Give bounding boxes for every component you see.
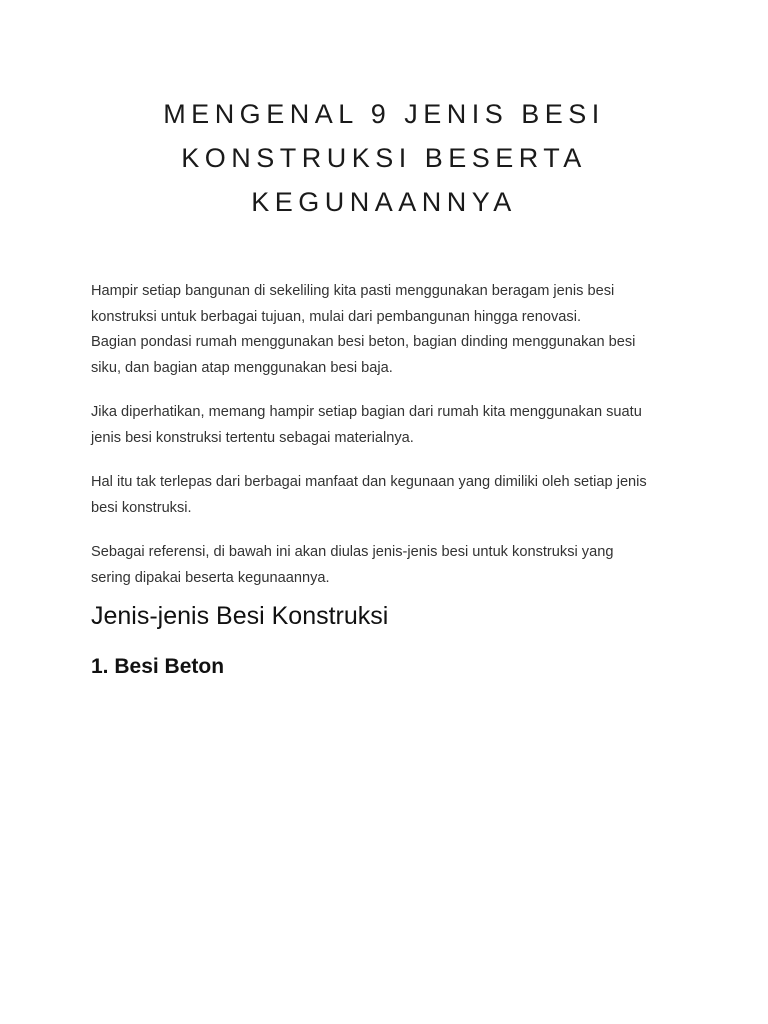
document-title	[84, 92, 684, 224]
text-line: sering dipakai beserta kegunaannya.	[91, 569, 330, 586]
text-line: besi konstruksi.	[91, 499, 192, 516]
section-heading: Jenis-jenis Besi Konstruksi	[91, 602, 389, 630]
text-line: jenis besi konstruksi tertentu sebagai materialnya.	[91, 429, 414, 446]
article-body	[91, 279, 691, 610]
text-line: Jika diperhatikan, memang hampir setiap bagian dari rumah kita menggunakan suatu	[91, 404, 642, 420]
subsection-heading: 1. Besi Beton	[91, 655, 225, 678]
paragraph-intro	[91, 279, 691, 381]
title-line: KEGUNAANNYA	[251, 187, 517, 217]
title-line: KONSTRUKSI BESERTA	[181, 143, 587, 173]
text-line: siku, dan bagian atap menggunakan besi baja.	[91, 359, 393, 376]
text-line: Sebagai referensi, di bawah ini akan diulas jenis-jenis besi untuk konstruksi yang	[91, 544, 614, 560]
paragraph-benefits	[91, 470, 691, 521]
text-line: Bagian pondasi rumah menggunakan besi beton, bagian dinding menggunakan besi	[91, 334, 636, 350]
text-line: konstruksi untuk berbagai tujuan, mulai dari pembangunan hingga renovasi.	[91, 308, 582, 325]
paragraph-observation	[91, 400, 691, 451]
text-line: Hal itu tak terlepas dari berbagai manfaat dan kegunaan yang dimiliki oleh setiap jenis	[91, 474, 647, 490]
title-line: MENGENAL 9 JENIS BESI	[163, 99, 605, 129]
text-line: Hampir setiap bangunan di sekeliling kita pasti menggunakan beragam jenis besi	[91, 283, 615, 299]
paragraph-reference	[91, 540, 691, 591]
